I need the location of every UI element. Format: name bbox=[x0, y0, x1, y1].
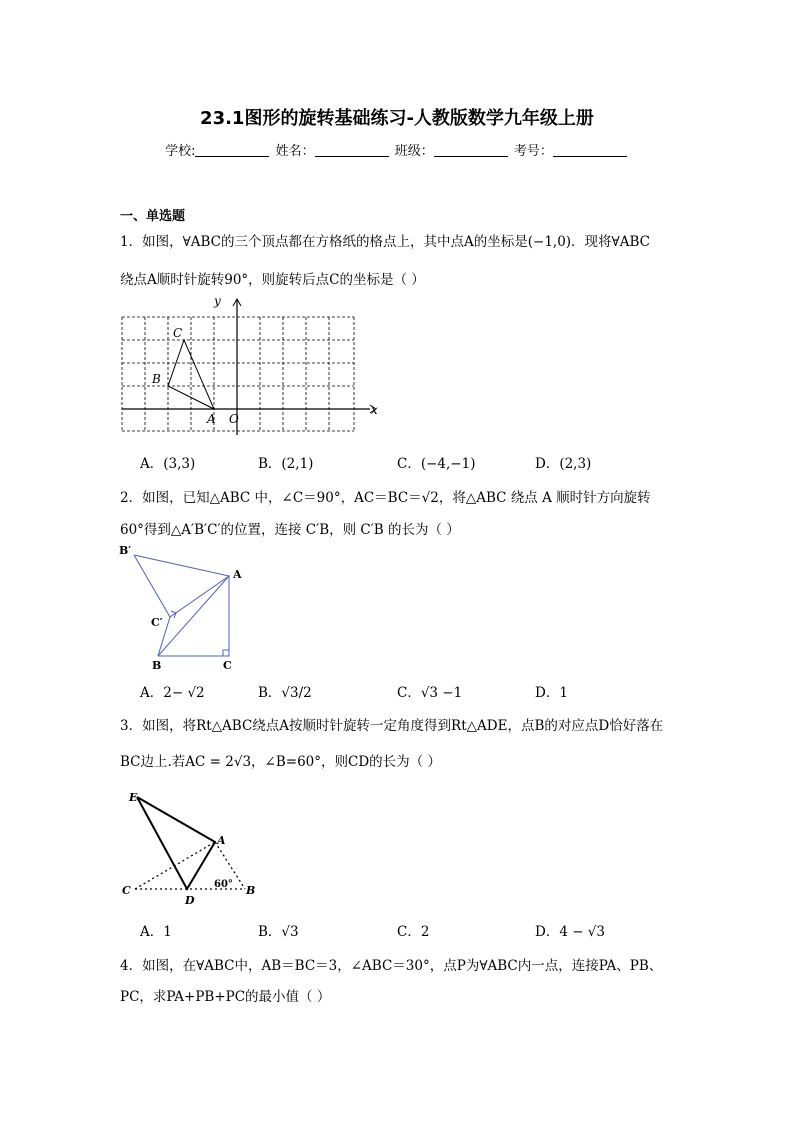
point-a-label: A bbox=[207, 412, 216, 426]
question-1-option-b[interactable]: B．(2,1) bbox=[258, 456, 314, 472]
triangle-ade bbox=[137, 797, 215, 889]
question-2-line-1: 2．如图，已知△ABC 中，∠C＝90°，AC＝BC＝√2，将△ABC 绕点 A 顺时针方向旋转 bbox=[120, 490, 651, 506]
question-2-line-2: 60°得到△A′B′C′的位置，连接 C′B，则 C′B 的长为（ ） bbox=[120, 522, 460, 538]
question-4-line-2: PC，求PA+PB+PC的最小值（ ） bbox=[120, 989, 331, 1005]
origin-label: O bbox=[229, 412, 239, 426]
point-b-label: B bbox=[152, 659, 162, 672]
question-2-option-d[interactable]: D．1 bbox=[535, 685, 568, 701]
number-blank bbox=[553, 144, 627, 157]
question-3-option-b[interactable]: B．√3 bbox=[258, 924, 299, 940]
section-heading: 一、单选题 bbox=[120, 209, 186, 224]
question-1-option-d[interactable]: D．(2,3) bbox=[535, 456, 592, 472]
question-3-line-2: BC边上.若AC = 2√3，∠B=60°，则CD的长为（ ） bbox=[120, 754, 441, 770]
question-2-option-c[interactable]: C．√3 −1 bbox=[397, 685, 463, 701]
point-c-label: C bbox=[173, 326, 183, 340]
question-1-line-1: 1．如图，∀ABC的三个顶点都在方格纸的格点上，其中点A的坐标是(−1,0)．现将∀ABC bbox=[120, 234, 650, 250]
triangle-lines bbox=[134, 555, 229, 656]
point-e-label: E bbox=[129, 791, 138, 804]
point-c-label: C bbox=[122, 884, 131, 897]
point-b-prime-label: B′ bbox=[119, 544, 132, 557]
name-blank bbox=[315, 144, 389, 157]
number-label: 考号： bbox=[513, 144, 553, 159]
question-3-option-d[interactable]: D．4 − √3 bbox=[535, 924, 605, 940]
question-3-figure bbox=[115, 784, 265, 906]
class-label: 班级： bbox=[394, 144, 434, 159]
point-a-label: A bbox=[233, 568, 242, 581]
question-1-figure bbox=[118, 292, 383, 437]
point-d-label: D bbox=[185, 894, 195, 906]
student-info-line bbox=[0, 140, 794, 159]
x-axis-label: x bbox=[371, 403, 378, 417]
question-1-option-c[interactable]: C．(−4,−1) bbox=[397, 456, 476, 472]
question-3-option-a[interactable]: A．1 bbox=[140, 924, 172, 940]
class-blank bbox=[434, 144, 508, 157]
school-label: 学校: bbox=[165, 144, 196, 159]
question-2-option-a[interactable]: A．2− √2 bbox=[140, 685, 205, 701]
point-a-label: A bbox=[217, 834, 226, 847]
point-b-label: B bbox=[246, 884, 256, 897]
question-2-figure bbox=[115, 540, 255, 672]
question-2-option-b[interactable]: B．√3/2 bbox=[258, 685, 312, 701]
name-label: 姓名： bbox=[275, 144, 315, 159]
question-3-line-1: 3．如图，将Rt△ABC绕点A按顺时针旋转一定角度得到Rt△ADE，点B的对应点D恰好落在 bbox=[120, 718, 664, 734]
page-title: 23.1图形的旋转基础练习-人教版数学九年级上册 bbox=[200, 108, 594, 129]
question-3-option-c[interactable]: C．2 bbox=[397, 924, 430, 940]
y-axis-label: y bbox=[214, 294, 221, 308]
point-c-label: C bbox=[223, 659, 232, 672]
question-4-line-1: 4．如图，在∀ABC中，AB＝BC＝3，∠ABC＝30°，点P为∀ABC内一点，连接PA、PB、 bbox=[120, 958, 663, 974]
angle-b-label: 60° bbox=[214, 879, 233, 890]
question-1-option-a[interactable]: A．(3,3) bbox=[140, 456, 196, 472]
school-blank bbox=[195, 144, 269, 157]
point-c-prime-label: C′ bbox=[151, 616, 163, 629]
question-1-line-2: 绕点A顺时针旋转90°，则旋转后点C的坐标是（ ） bbox=[120, 272, 425, 288]
point-b-label: B bbox=[152, 372, 161, 386]
